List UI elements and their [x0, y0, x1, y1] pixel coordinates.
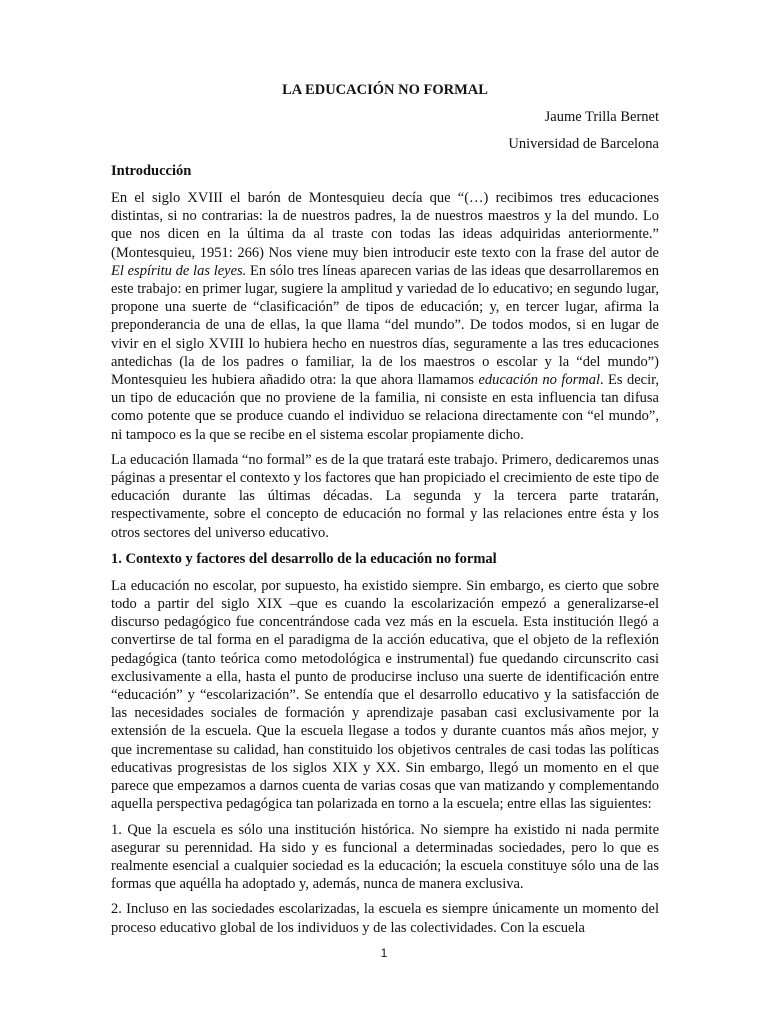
intro-p1-text-a: En el siglo XVIII el barón de Montesquieu decía que “(…) recibimos tres educaciones distintas, si no contrarias: la de nuestros padres, la de nuestros maestros y la del mundo. Lo que nos dicen en la última da al traste con todas las ideas adquiridas anteriormente.” (Montesquieu, 1951: 266) Nos viene muy bien introducir este texto con la frase del autor de: [111, 190, 659, 261]
section-1-paragraph-3: 2. Incluso en las sociedades escolarizadas, la escuela es siempre únicamente un momento del proceso educativo global de los individuos y de las colectividades. Con la escuela: [111, 901, 659, 936]
section-1-heading: 1. Contexto y factores del desarrollo de la educación no formal: [111, 550, 497, 567]
document-page: [111, 80, 659, 944]
author-name: Jaume Trilla Bernet: [544, 109, 659, 125]
book-title: El espíritu de las leyes.: [111, 262, 247, 279]
intro-paragraph-2: La educación llamada “no formal” es de la que tratará este trabajo. Primero, dedicaremos unas páginas a presentar el contexto y los factores que han propiciado el crecimiento de este tipo de educación durante las últimas décadas. La segunda y la tercera parte tratarán, respectivamente, sobre el concepto de educación no formal y las relaciones entre ésta y los otros sectores del universo educativo.: [111, 451, 659, 541]
page-number: 1: [380, 946, 388, 960]
document-title: LA EDUCACIÓN NO FORMAL: [282, 82, 488, 98]
section-1-paragraph-2: 1. Que la escuela es sólo una institución histórica. No siempre ha existido ni nada permite asegurar su perennidad. Ha sido y es funcional a determinadas sociedades, pero lo que es realmente esencial a cualquier sociedad es la educación; la escuela constituye sólo una de las formas que aquélla ha adoptado y, además, nunca de manera exclusiva.: [111, 821, 659, 893]
key-term: educación no formal: [478, 372, 601, 389]
intro-p1-text-c: . Es decir, un tipo de educación que no proviene de la familia, ni consiste en esta influencia tan difusa como potente que se produce cuando el individuo se relaciona directamente con “el mundo”, ni tampoco es la que se recibe en el sistema escolar propiamente dicho.: [111, 372, 659, 443]
author-affiliation: Universidad de Barcelona: [508, 136, 659, 152]
section-1-paragraph-1: La educación no escolar, por supuesto, ha existido siempre. Sin embargo, es cierto que sobre todo a partir del siglo XIX –que es cuando la escolarización empezó a generalizarse-el discurso pedagógico fue concentrándose cada vez más en la escuela. Esta institución llegó a convertirse de tal forma en el paradigma de la acción educativa, que el objeto de la reflexión pedagógica (tanto teórica como metodológica e instrumental) fue quedando circunscrito casi exclusivamente a ella, hasta el punto de producirse incluso una suerte de identificación entre “educación” y “escolarización”. Se entendía que el desarrollo educativo y la satisfacción de las necesidades sociales de formación y aprendizaje pasaban casi exclusivamente por la extensión de la escuela. Que la escuela llegase a todos y durante cuantos más años mejor, y que incrementase su calidad, han constituido los objetivos centrales de casi todas las políticas educativas progresistas de los siglos XIX y XX. Sin embargo, llegó un momento en el que parece que empezamos a darnos cuenta de varias cosas que van matizando y complementando aquella perspectiva pedagógica tan polarizada en torno a la escuela; entre ellas las siguientes:: [111, 577, 659, 813]
intro-heading: Introducción: [111, 163, 192, 179]
intro-paragraph-1: [111, 189, 659, 444]
intro-p1-text-b: En sólo tres líneas aparecen varias de las ideas que desarrollaremos en este trabajo: en primer lugar, sugiere la amplitud y variedad de lo educativo; en segundo lugar, propone una suerte de “clasificación” de tipos de educación; y, en tercer lugar, afirma la preponderancia de una de ellas, la que llama “del mundo”. De todos modos, si en lugar de vivir en el siglo XVIII lo hubiera hecho en nuestros días, seguramente a las tres educaciones antedichas (la de los padres o familiar, la de los maestros o escolar y la “del mundo”) Montesquieu les hubiera añadido otra: la que ahora llamamos: [111, 262, 659, 389]
